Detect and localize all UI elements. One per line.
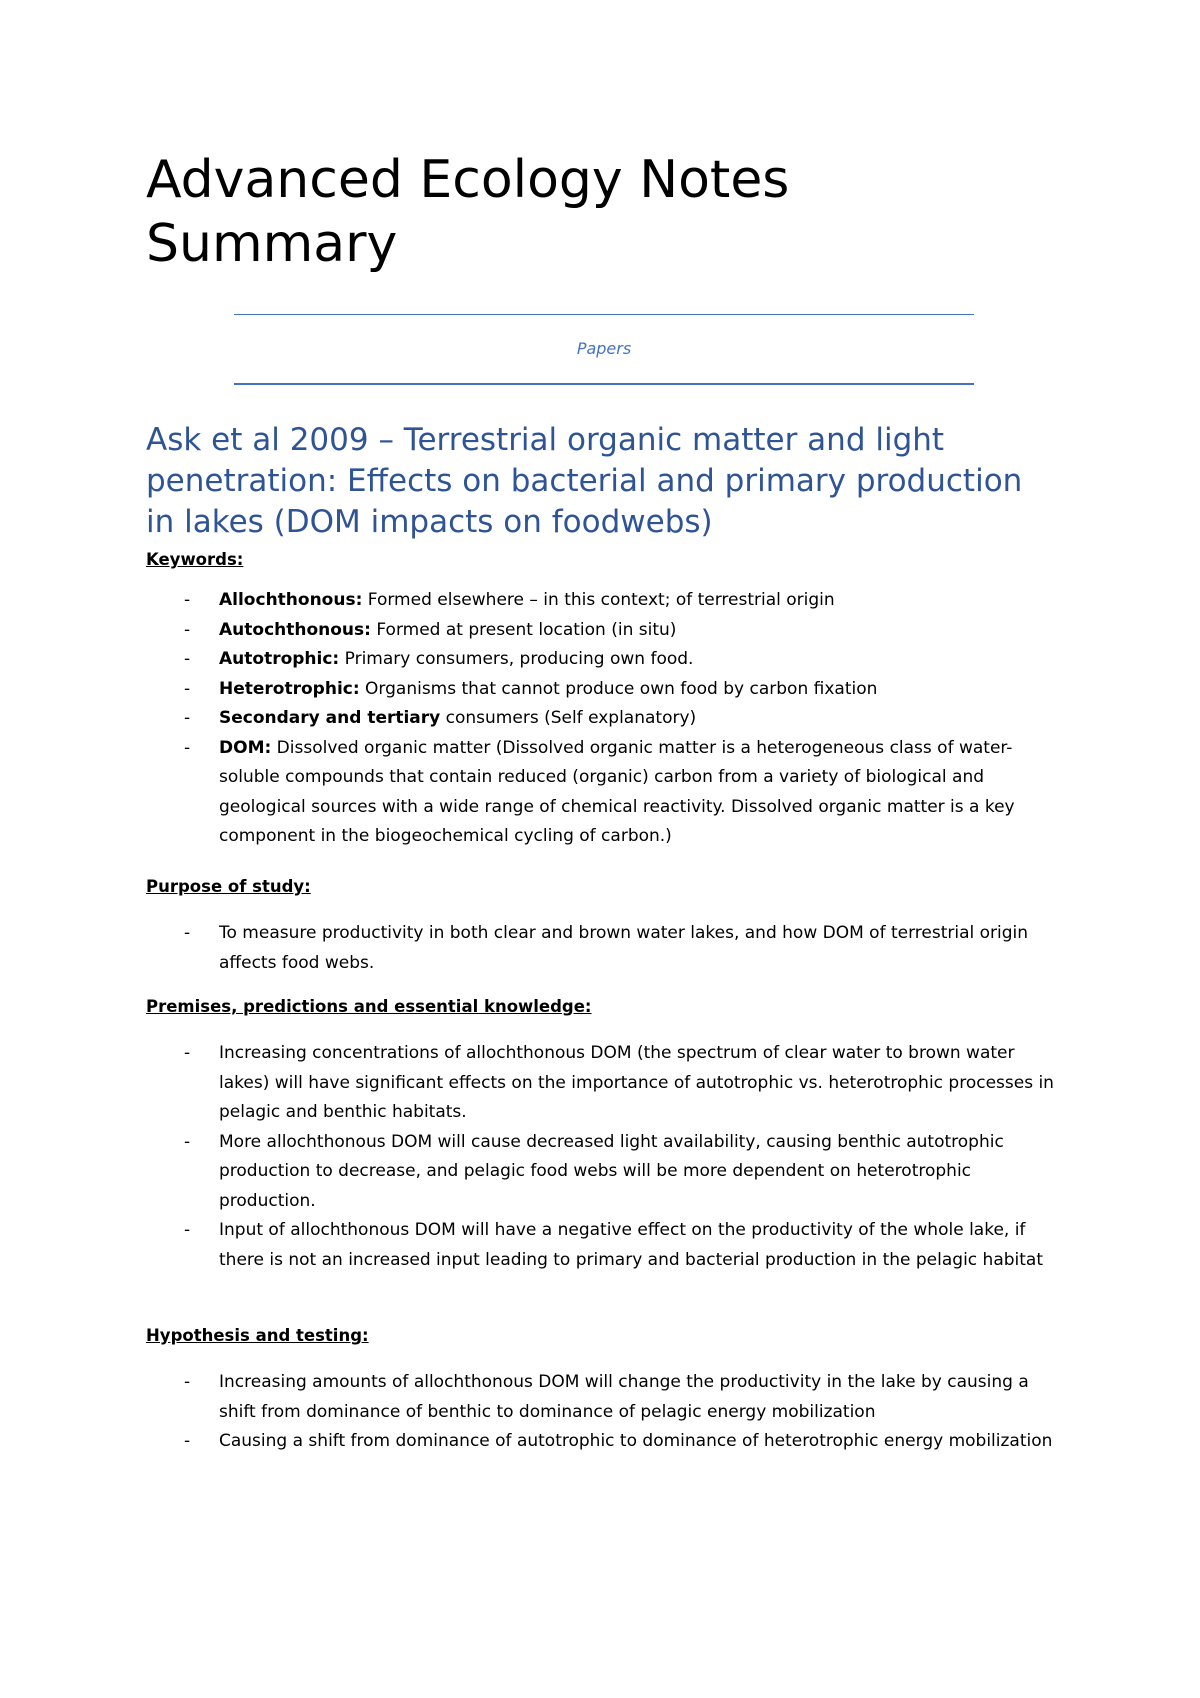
dash-bullet: - [184,1431,191,1451]
keyword-term: DOM: [219,737,272,758]
quote-bottom-rule [234,383,974,385]
dash-bullet: - [184,619,191,640]
premises-label: Premises, predictions and essential knowledge: [146,997,592,1016]
dash-bullet: - [184,1131,191,1152]
hypothesis-label: Hypothesis and testing: [146,1326,369,1345]
dash-bullet: - [184,649,191,669]
keyword-term: Heterotrophic: [219,678,360,699]
keyword-definition: Dissolved organic matter (Dissolved organic matter is a heterogeneous class of water-soluble compounds that contain reduced (organic) carbon from a variety of biological and geological sources with a wide range of chemical reactivity. Dissolved organic matter is a key component in the biogeochemical cycling of carbon.) [219,737,1015,846]
list-item [146,734,1066,852]
dash-bullet: - [184,590,191,610]
dash-bullet: - [184,923,191,943]
document-title: Advanced Ecology Notes Summary [146,150,790,274]
keyword-term: Allochthonous: [219,590,363,610]
keyword-definition: consumers (Self explanatory) [440,708,697,728]
list-item-text: Increasing amounts of allochthonous DOM will change the productivity in the lake by causing a shift from dominance of benthic to dominance of pelagic energy mobilization [219,1372,1029,1422]
purpose-list [146,919,1066,978]
dash-bullet: - [184,678,191,699]
hypothesis-list [146,1368,1066,1457]
keyword-term: Autochthonous: [219,619,371,640]
keyword-term: Secondary and tertiary [219,708,441,728]
list-item-text: To measure productivity in both clear and brown water lakes, and how DOM of terrestrial origin affects food webs. [219,923,1029,973]
keyword-definition: Primary consumers, producing own food. [339,649,694,669]
list-item [146,645,1066,675]
list-item-text: Input of allochthonous DOM will have a negative effect on the productivity of the whole lake, if there is not an increased input leading to primary and bacterial production in the pelagic habitat [219,1220,1043,1270]
list-item [146,1427,1066,1457]
dash-bullet: - [184,1220,191,1240]
list-item [146,704,1066,734]
list-item [146,1368,1066,1427]
dash-bullet: - [184,1372,191,1392]
list-item-text: Causing a shift from dominance of autotrophic to dominance of heterotrophic energy mobilization [219,1431,1053,1451]
premises-list [146,1039,1066,1275]
dash-bullet: - [184,708,191,728]
list-item [146,675,1066,705]
list-item [146,1128,1066,1217]
quote-top-rule [234,314,974,315]
list-item [146,1039,1066,1128]
keyword-term: Autotrophic: [219,649,340,669]
keyword-definition: Formed at present location (in situ) [370,619,677,640]
list-item-text: Increasing concentrations of allochthonous DOM (the spectrum of clear water to brown water lakes) will have significant effects on the importance of autotrophic vs. heterotrophic processes in pelagic and benthic habitats. [219,1043,1054,1122]
purpose-label: Purpose of study: [146,877,311,896]
keywords-list [146,586,1066,852]
dash-bullet: - [184,1043,191,1063]
dash-bullet: - [184,737,191,758]
paper-heading: Ask et al 2009 – Terrestrial organic matter and light penetration: Effects on bacterial and primary production in lakes (DOM impacts on foodwebs) [146,422,1023,540]
list-item [146,616,1066,646]
keyword-definition: Organisms that cannot produce own food by carbon fixation [359,678,878,699]
list-item [146,1216,1066,1275]
list-item [146,586,1066,616]
intense-quote: Papers [576,339,632,358]
keywords-label: Keywords: [146,550,244,569]
list-item-text: More allochthonous DOM will cause decreased light availability, causing benthic autotrophic production to decrease, and pelagic food webs will be more dependent on heterotrophic production. [219,1131,1004,1211]
keyword-definition: Formed elsewhere – in this context; of terrestrial origin [362,590,835,610]
list-item [146,919,1066,978]
